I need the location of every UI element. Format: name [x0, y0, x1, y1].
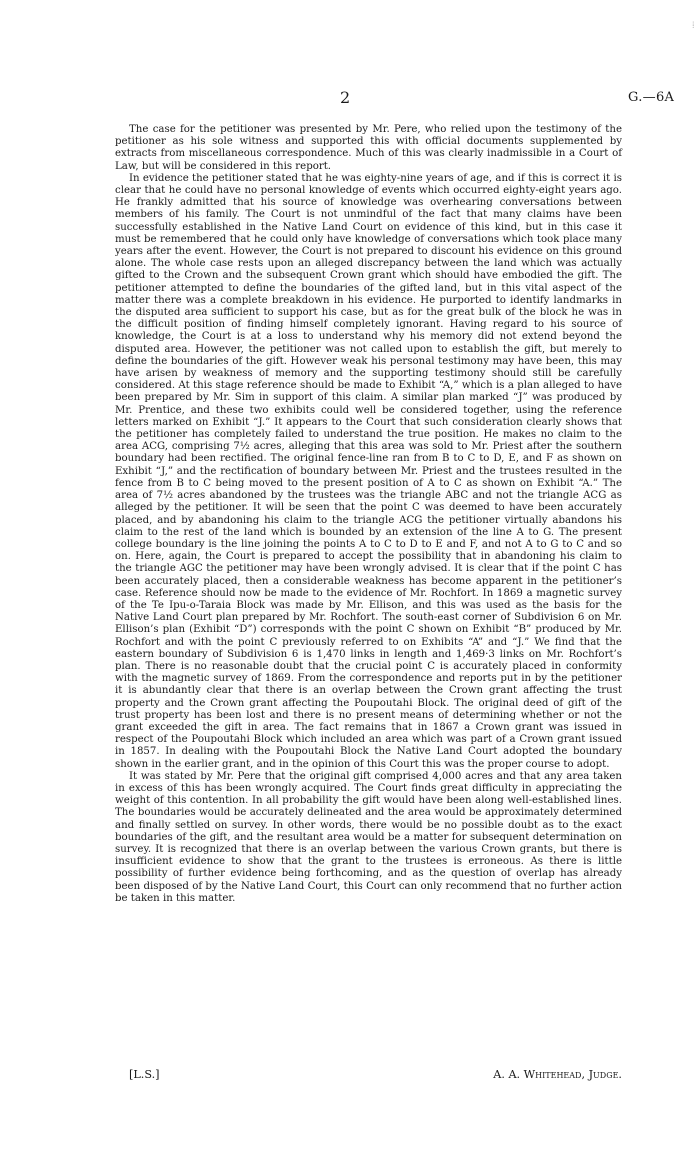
judge-signature: A. A. Whitehead, Judge. — [493, 1068, 622, 1081]
document-reference: G.—6A — [628, 90, 675, 105]
page-number: 2 — [340, 88, 351, 107]
report-body — [115, 124, 622, 905]
paragraph-petitioner-case: The case for the petitioner was presented by Mr. Pere, who relied upon the testimony of the petitioner as his sole witness and supported this with official documents supplemented by extracts from miscellaneous correspondence. Much of this was clearly inadmissible in a Court of Law, but will be considered in this report. — [115, 124, 622, 172]
paragraph-evidence: In evidence the petitioner stated that he was eighty-nine years of age, and if this is correct it is clear that he could have no personal knowledge of events which occurred eighty-eight years ago. He frankly admitted that his source of knowledge was overhearing conversations between members of his family. The Court is not unmindful of the fact that many claims have been successfully established in the Native Land Court on evidence of this kind, but in this case it must be remembered that he could only have knowledge of conversations which took place many years after the event. However, the Court is not prepared to discount his evidence on this ground alone. The whole case rests upon an alleged discrepancy between the land which was actually gifted to the Crown and the subsequent Crown grant which should have embodied the gift. The petitioner attempted to define the boundaries of the gifted land, but in this vital aspect of the matter there was a complete breakdown in his evidence. He purported to identify landmarks in the disputed area sufficient to support his case, but as for the great bulk of the block he was in the difficult position of finding himself completely ignorant. Having regard to his source of knowledge, the Court is at a loss to understand why his memory did not extend beyond the disputed area. However, the petitioner was not called upon to establish the gift, but merely to define the boundaries of the gift. However weak his personal testimony may have been, this may have arisen by weakness of memory and the supporting testimony should still be carefully considered. At this stage reference should be made to Exhibit “A,” which is a plan alleged to have been prepared by Mr. Sim in support of this claim. A similar plan marked “J” was produced by Mr. Prentice, and these two exhibits could well be considered together, using the reference letters marked on Exhibit “J.” It appears to the Court that such consideration clearly shows that the petitioner has completely failed to understand the true position. He makes no claim to the area ACG, comprising 7½ acres, alleging that this area was sold to Mr. Priest after the southern boundary had been rectified. The original fence-line ran from B to C to D, E, and F as shown on Exhibit “J,” and the rectification of boundary between Mr. Priest and the trustees resulted in the fence from B to C being moved to the present position of A to C as shown on Exhibit “A.” The area of 7½ acres abandoned by the trustees was the triangle ABC and not the triangle ACG as alleged by the petitioner. It will be seen that the point C was deemed to have been accurately placed, and by abandoning his claim to the triangle ACG the petitioner virtually abandons his claim to the rest of the land which is bounded by an extension of the line A to G. The present college boundary is the line joining the points A to C to D to E and F, and not A to G to C and so on. Here, again, the Court is prepared to accept the possibility that in abandoning his claim to the triangle AGC the petitioner may have been wrongly advised. It is clear that if the point C has been accurately placed, then a considerable weakness has become apparent in the petitioner’s case. Reference should now be made to the evidence of Mr. Rochfort. In 1869 a magnetic survey of the Te Ipu-o-Taraia Block was made by Mr. Ellison, and this was used as the basis for the Native Land Court plan prepared by Mr. Rochfort. The south-east corner of Subdivision 6 on Mr. Ellison’s plan (Exhibit “D”) corresponds with the point C shown on Exhibit “B” produced by Mr. Rochfort and with the point C previously referred to on Exhibits “A” and “J.” We find that the eastern boundary of Subdivision 6 is 1,470 links in length and 1,469·3 links on Mr. Rochfort’s plan. There is no reasonable doubt that the crucial point C is accurately placed in conformity with the magnetic survey of 1869. From the correspondence and reports put in by the petitioner it is abundantly clear that there is an overlap between the Crown grant affecting the trust property and the Crown grant affecting the Poupoutahi Block. The original deed of gift of the trust property has been lost and there is no present means of determining whether or not the grant exceeded the gift in area. The fact remains that in 1867 a Crown grant was issued in respect of the Poupoutahi Block which included an area which was part of a Crown grant issued in 1857. In dealing with the Poupoutahi Block the Native Land Court adopted the boundary shown in the earlier grant, and in the opinion of this Court this was the proper course to adopt. — [115, 172, 622, 770]
paragraph-conclusion: It was stated by Mr. Pere that the original gift comprised 4,000 acres and that any area taken in excess of this has been wrongly acquired. The Court finds great difficulty in appreciating the weight of this contention. In all probability the gift would have been along well-established lines. The boundaries would be accurately delineated and the area would be approximately determined and finally settled on survey. In other words, there would be no possible doubt as to the exact boundaries of the gift, and the resultant area would be a matter for subsequent determination on survey. It is recognized that there is an overlap between the various Crown grants, but there is insufficient evidence to show that the grant to the trustees is erroneous. As there is little possibility of further evidence being forthcoming, and as the question of overlap has already been disposed of by the Native Land Court, this Court can only recommend that no further action be taken in this matter. — [115, 770, 622, 904]
seal-mark: [L.S.] — [129, 1068, 160, 1081]
page-edge-mark: ⁞ — [692, 21, 695, 31]
